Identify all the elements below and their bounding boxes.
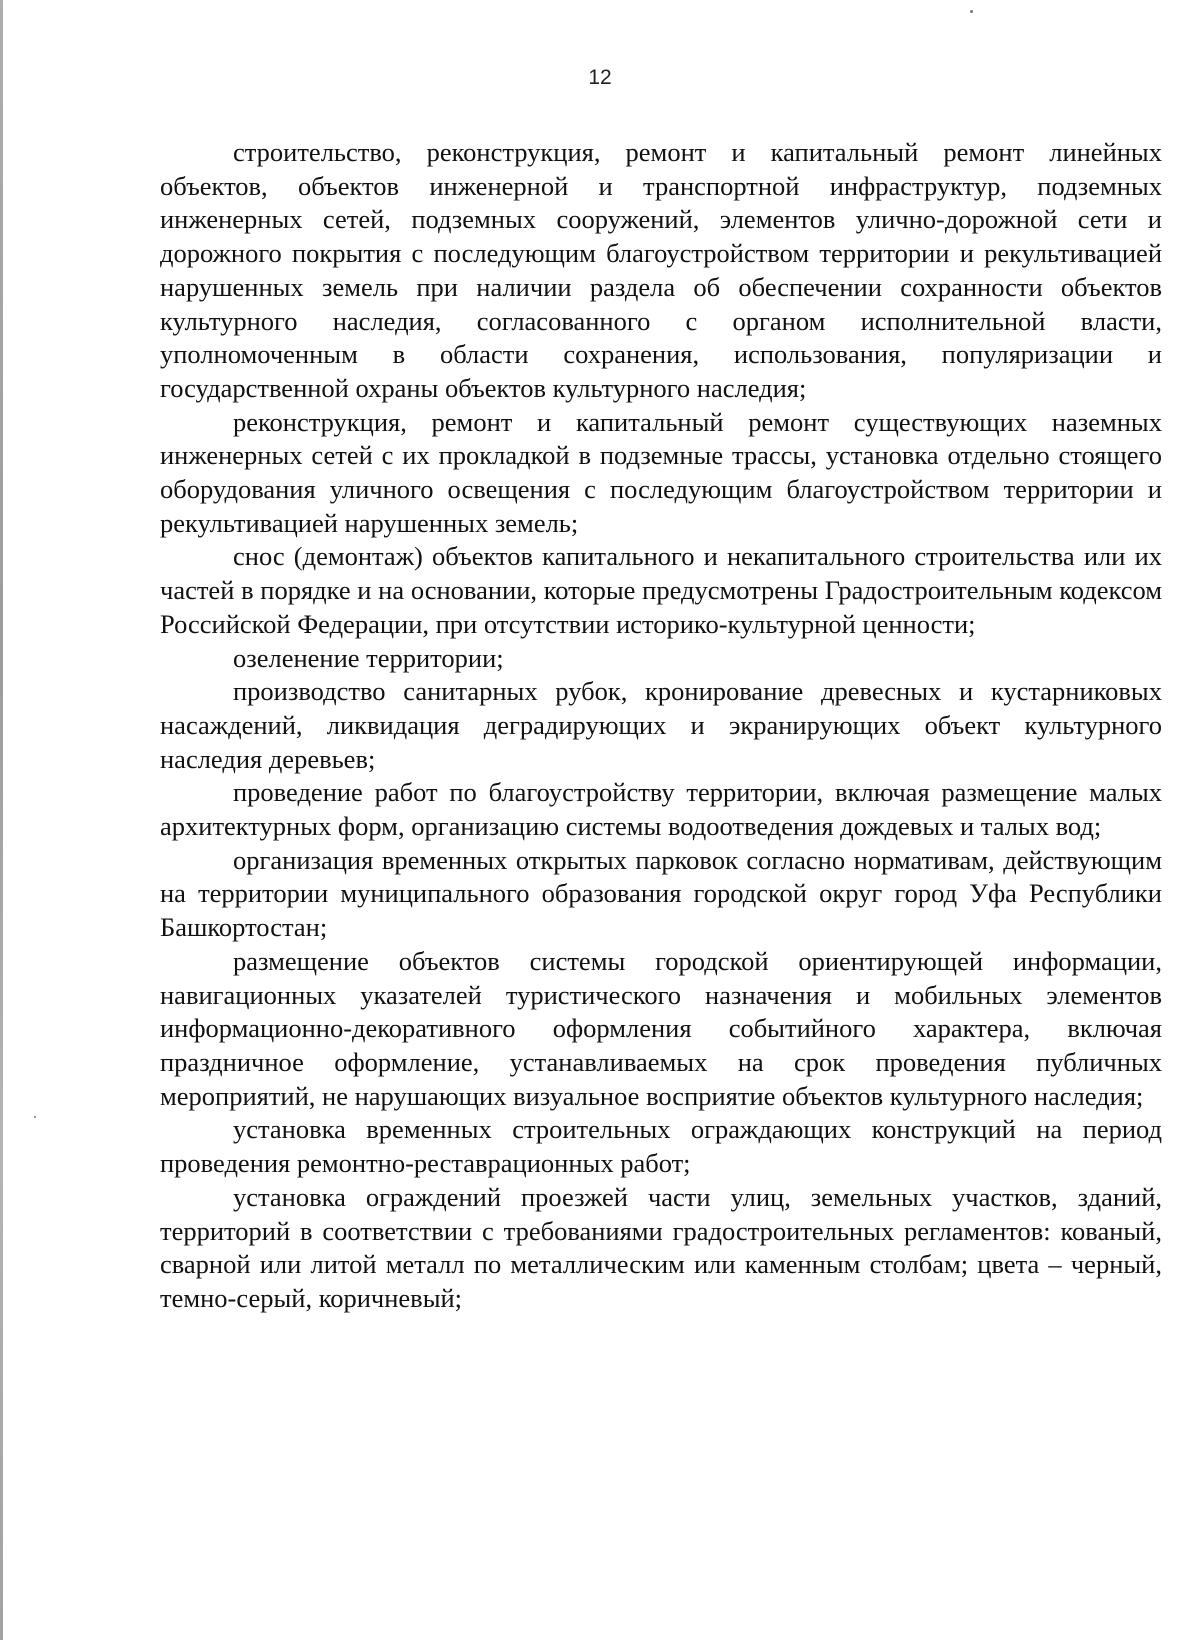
paragraph-construction-linear-objects: строительство, реконструкция, ремонт и капитальный ремонт линейных объектов, объектов инженерной и транспортной инфраструктур, подземных инженерных сетей, подземных сооружений, элементов улично-дорожной сети и дорожного покрытия с последующим благоустройством территории и рекультивацией нарушенных земель при наличии раздела об обеспечении сохранности объектов культурного наследия, согласованного с органом исполнительной власти, уполномоченным в области сохранения, использования, популяризации и государственной охраны объектов культурного наследия; xyxy=(160,137,1162,403)
document-body xyxy=(160,136,1162,1316)
scan-edge-shadow xyxy=(0,0,3,1640)
paragraph-road-fencing: установка ограждений проезжей части улиц, земельных участков, зданий, территорий в соответствии с требованиями градостроительных регламентов: кованый, сварной или литой металл по металлическим или каменным столбам; цвета – черный, темно-серый, коричневый; xyxy=(160,1181,1162,1313)
paragraph-temporary-parking: организация временных открытых парковок согласно нормативам, действующим на территории муниципального образования городской округ город Уфа Республики Башкортостан; xyxy=(160,844,1162,943)
paragraph-landscaping-works: проведение работ по благоустройству территории, включая размещение малых архитектурных форм, организацию системы водоотведения дождевых и талых вод; xyxy=(160,777,1162,842)
paragraph-demolition: снос (демонтаж) объектов капитального и некапитального строительства или их частей в порядке и на основании, которые предусмотрены Градостроительным кодексом Российской Федерации, при отсутствии историко-культурной ценности; xyxy=(160,541,1162,639)
scan-speck xyxy=(34,1116,36,1118)
paragraph-reconstruction-networks: реконструкция, ремонт и капитальный ремонт существующих наземных инженерных сетей с их прокладкой в подземные трассы, установка отдельно стоящего оборудования уличного освещения с последующим благоустройством территории и рекультивацией нарушенных земель; xyxy=(160,406,1162,538)
page-number: 12 xyxy=(588,66,612,89)
paragraph-temporary-fencing: установка временных строительных ограждающих конструкций на период проведения ремонтно-реставрационных работ; xyxy=(160,1114,1162,1179)
paragraph-sanitary-felling: производство санитарных рубок, кронирование древесных и кустарниковых насаждений, ликвидация деградирующих и экранирующих объект культурного наследия деревьев; xyxy=(160,676,1162,774)
paragraph-navigation-information: размещение объектов системы городской ориентирующей информации, навигационных указателей туристического назначения и мобильных элементов информационно-декоративного оформления событийного характера, включая праздничное оформление, устанавливаемых на срок проведения публичных мероприятий, не нарушающих визуальное восприятие объектов культурного наследия; xyxy=(160,945,1162,1111)
paragraph-greening: озеленение территории; xyxy=(233,642,504,673)
scan-speck xyxy=(970,10,973,13)
